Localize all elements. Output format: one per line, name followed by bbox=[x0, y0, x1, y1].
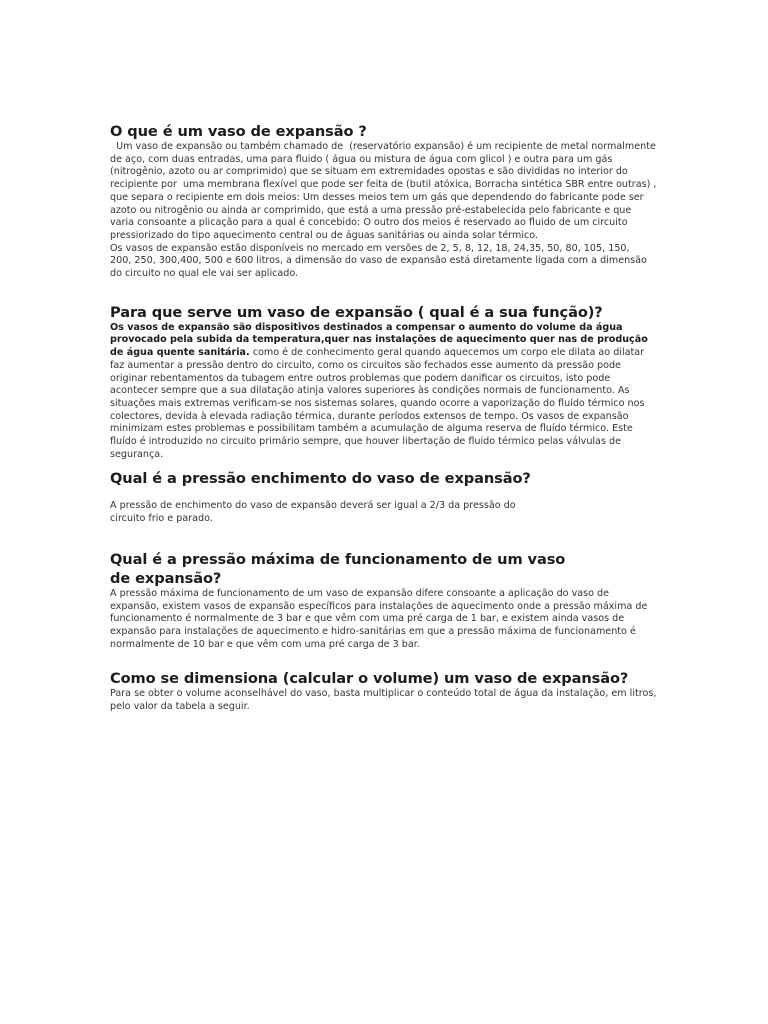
document-page bbox=[110, 122, 658, 714]
section-fill-pressure bbox=[110, 469, 658, 525]
bold-lead-text: Os vasos de expansão são dispositivos destinados a compensar o aumento do volume da água provocado pela subida da temperatura,quer nas instalações de aquecimento quer nas de produção de água quente sanitária. bbox=[110, 321, 648, 359]
section-paragraph bbox=[110, 322, 658, 462]
section-paragraph: A pressão máxima de funcionamento de um vaso de expansão difere consoante a aplicação do vaso de expansão, existem vasos de expansão específicos para instalações de aquecimento onde a pressão máxima de funcionamento é normalmente de 3 bar e que vêm com uma pré carga de 1 bar, e existem ainda vasos de expansão para instalações de aquecimento e hidro-sanitárias em que a pressão máxima de funcionamento é normalmente de 10 bar e que vêm com uma pré carga de 3 bar. bbox=[110, 587, 648, 650]
section-heading: Qual é a pressão enchimento do vaso de expansão? bbox=[110, 470, 531, 488]
section-max-pressure bbox=[110, 550, 658, 652]
section-sizing bbox=[110, 669, 658, 713]
section-paragraph: A pressão de enchimento do vaso de expansão deverá ser igual a 2/3 da pressão do circuito frio e parado. bbox=[110, 500, 516, 525]
section-heading: Para que serve um vaso de expansão ( qual é a sua função)? bbox=[110, 303, 603, 321]
section-what-is-expansion-vessel bbox=[110, 122, 658, 281]
section-heading: Qual é a pressão máxima de funcionamento de um vaso de expansão? bbox=[110, 550, 566, 587]
section-heading: O que é um vaso de expansão ? bbox=[110, 123, 367, 140]
body-text: como é de conhecimento geral quando aquecemos um corpo ele dilata ao dilatar faz aumentar a pressão dentro do circuito, como os circuitos são fechados esse aumento da pressão pode originar rebentamentos da tubagem entre outros problemas que podem danificar os circuitos, isto pode acontecer sempre que a sua dilatação atinja valores superiores às condições normais de funcionamento. As situações mais extremas verificam-se nos sistemas solares, quando ocorre a vaporização do fluído térmico nos colectores, devida à elevada radiação térmica, durante períodos extensos de tempo. Os vasos de expansão minimizam estes problemas e possibilitam também a acumulação de alguma reserva de fluído térmico. Este fluído é introduzido no circuito primário sempre, que houver libertação de fluido térmico pelas válvulas de segurança. bbox=[110, 347, 645, 460]
section-paragraph: Os vasos de expansão estão disponíveis no mercado em versões de 2, 5, 8, 12, 18, 24,35, 50, 80, 105, 150, 200, 250, 300,400, 500 e 600 litros, a dimensão do vaso de expansão está diretamente ligada com a dimensão do circuito no qual ele vai ser aplicado. bbox=[110, 242, 647, 280]
section-heading: Como se dimensiona (calcular o volume) um vaso de expansão? bbox=[110, 670, 629, 688]
section-paragraph: Para se obter o volume aconselhável do vaso, basta multiplicar o conteúdo total de água da instalação, em litros, pelo valor da tabela a seguir. bbox=[110, 688, 657, 713]
section-paragraph: Um vaso de expansão ou também chamado de (reservatório expansão) é um recipiente de metal normalmente de aço, com duas entradas, uma para fluido ( água ou mistura de água com glicol ) e outra para um gás (nitrogênio, azoto ou ar comprimido) que se situam em extremidades opostas e são divididas no interior do recipiente por uma membrana flexível que pode ser feita de (butil atóxica, Borracha sintética SBR entre outras) , que separa o recipiente em dois meios: Um desses meios tem um gás que dependendo do fabricante pode ser azoto ou nitrogênio ou ainda ar comprimido, que está a uma pressão pré-estabelecida pelo fabricante e que varia consoante a plicação para a qual é concebido: O outro dos meios é reservado ao fluido de um circuito pressiorizado do tipo aquecimento central ou de águas sanitárias ou ainda solar térmico. bbox=[110, 141, 660, 241]
section-function bbox=[110, 303, 658, 462]
